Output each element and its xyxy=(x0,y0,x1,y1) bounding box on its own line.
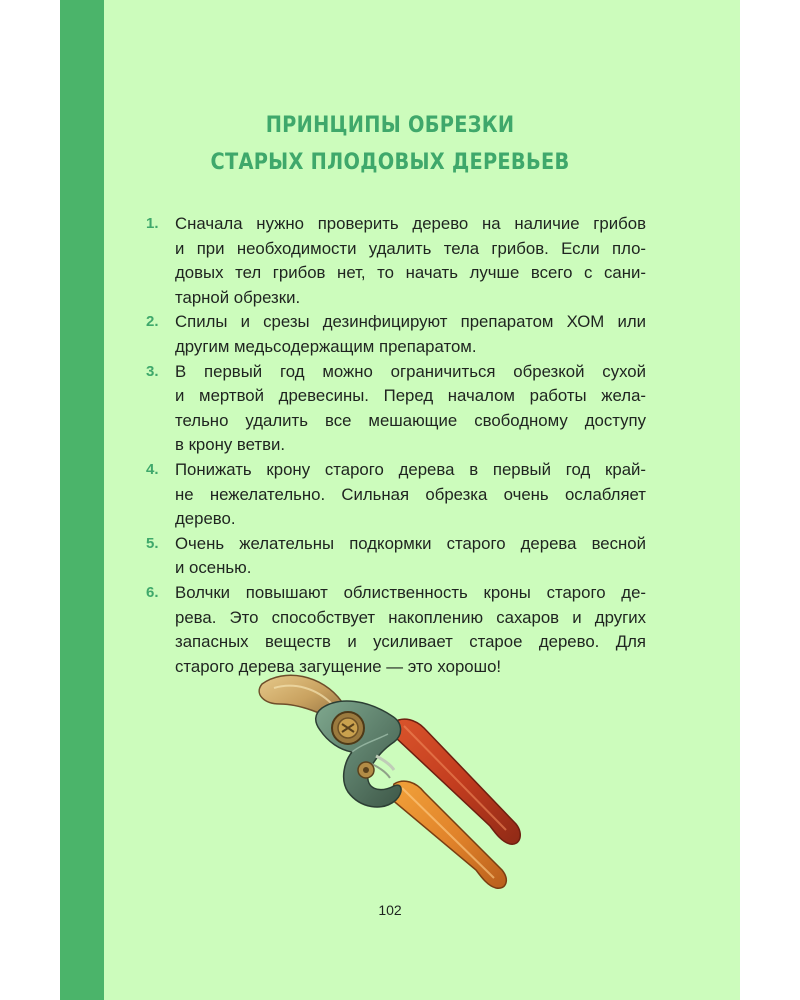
page-title xyxy=(138,107,641,181)
list-item-text-line: и мертвой древесины. Перед началом работы жела- xyxy=(175,386,646,406)
list-item-number: 2. xyxy=(146,313,159,331)
list-item-text-line: в крону ветви. xyxy=(175,435,286,455)
list-item-text-line: тельно удалить все мешающие свободному доступу xyxy=(175,410,646,430)
list-item-text-line: дерево. xyxy=(175,509,236,529)
list-item-text-line: В первый год можно ограничиться обрезкой сухой xyxy=(175,361,646,381)
list-item xyxy=(146,212,646,310)
list-item-text-line: другим медьсодержащим препаратом. xyxy=(175,336,477,356)
list-item-text-line: запасных веществ и усиливает старое дерево. Для xyxy=(175,632,646,652)
list-item-text-line: Понижать крону старого дерева в первый год край- xyxy=(175,459,646,479)
list-item-text-line: старого дерева загущение — это хорошо! xyxy=(175,656,502,676)
page-spine-stripe xyxy=(60,0,104,1000)
pruning-principles-list xyxy=(146,212,646,679)
shears-lower-bolt xyxy=(358,762,374,778)
list-item-number: 1. xyxy=(146,215,159,232)
list-item-text-line: Волчки повышают облиственность кроны старого де- xyxy=(175,582,646,602)
list-item-text-line: и осенью. xyxy=(175,558,252,578)
shears-pivot-bolt xyxy=(332,712,364,744)
list-item-text-line: и при необходимости удалить тела грибов. Если пло- xyxy=(175,238,646,258)
pruning-shears-illustration xyxy=(244,664,534,894)
list-item-number: 4. xyxy=(146,460,159,478)
list-item-text-line: не нежелательно. Сильная обрезка очень ослабляет xyxy=(175,484,646,504)
list-item xyxy=(146,532,646,581)
list-item-text-line: Очень желательны подкормки старого дерева весной xyxy=(175,533,646,553)
list-item-number: 6. xyxy=(146,583,159,601)
list-item xyxy=(146,310,646,359)
title-line-2: СТАРЫХ ПЛОДОВЫХ ДЕРЕВЬЕВ xyxy=(210,150,570,175)
page-number: 102 xyxy=(378,902,402,918)
list-item-number: 3. xyxy=(146,362,159,380)
list-item xyxy=(146,360,646,458)
list-item-number: 5. xyxy=(146,534,159,552)
list-item-text-line: довых тел грибов нет, то начать лучше всего с сани- xyxy=(175,263,646,283)
title-line-1: ПРИНЦИПЫ ОБРЕЗКИ xyxy=(265,113,515,138)
list-item xyxy=(146,458,646,532)
list-item-text-line: рева. Это способствует накоплению сахаров и других xyxy=(175,607,646,627)
list-item-text-line: Спилы и срезы дезинфицируют препаратом ХОМ или xyxy=(175,312,646,332)
list-item-text-line: тарной обрезки. xyxy=(175,287,301,307)
list-item-text-line: Сначала нужно проверить дерево на наличие грибов xyxy=(175,214,646,233)
